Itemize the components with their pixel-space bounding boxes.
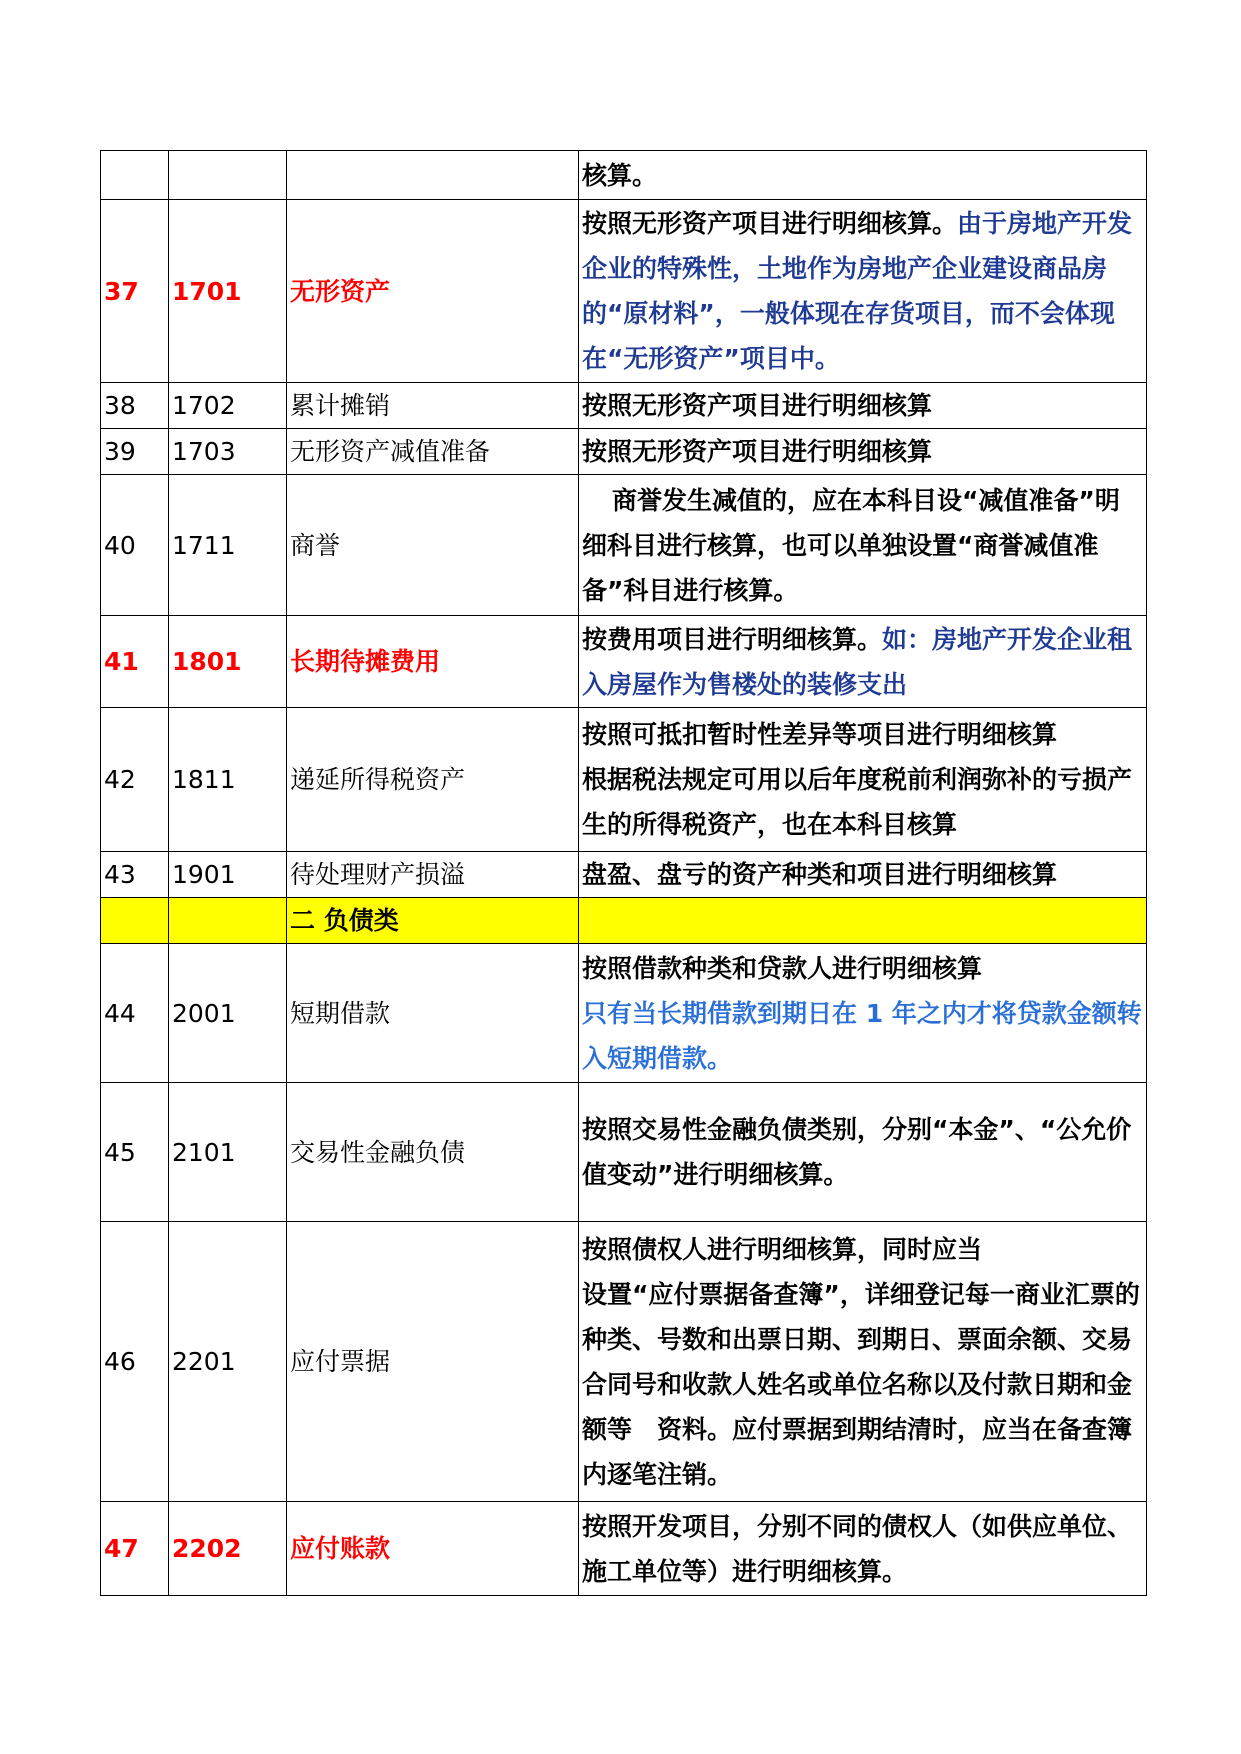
description-line: 设置“应付票据备查簿”，详细登记每一商业汇票的种类、号数和出票日期、到期日、票面余额、交易合同号和收款人姓名或单位名称以及付款日期和金额等 资料。应付票据到期结清时，应当在备查簿内逐笔注销。 [582,1279,1140,1489]
description-highlight: 由于房地产开发企业的特殊性，土地作为房地产企业建设商品房的“原材料”，一般体现在存货项目，而不会体现在“无形资产”项目中。 [582,209,1133,373]
row-number: 38 [101,383,169,429]
description-text: 按费用项目进行明细核算。 [582,624,883,654]
account-name: 应付账款 [287,1502,579,1596]
description-highlight: 只有当长期借款到期日在 1 年之内才将贷款金额转入短期借款。 [582,998,1142,1073]
account-name: 交易性金融负债 [287,1083,579,1222]
table-row [101,944,1147,1083]
table-row [101,708,1147,852]
account-code: 1702 [169,383,287,429]
account-description [579,708,1147,852]
description-line: 根据税法规定可用以后年度税前利润弥补的亏损产生的所得税资产，也在本科目核算 [582,765,1133,839]
account-description: 按照开发项目，分别不同的债权人（如供应单位、施工单位等）进行明细核算。 [579,1502,1147,1596]
account-code [169,898,287,944]
account-code: 1701 [169,200,287,383]
description-text: 按照无形资产项目进行明细核算。 [582,209,958,238]
account-description [579,898,1147,944]
table-row [101,475,1147,616]
account-code: 1801 [169,616,287,708]
section-title: 二 负债类 [287,898,579,944]
account-name: 商誉 [287,475,579,616]
account-code [169,151,287,200]
table-row [101,1502,1147,1596]
description-highlight: 如：房地产开发企业租入房屋作为售楼处的装修支出 [582,624,1133,699]
accounts-table [100,150,1147,1596]
account-description [579,475,1147,616]
table-row [101,1083,1147,1222]
row-number: 40 [101,475,169,616]
account-code: 2001 [169,944,287,1083]
section-header-row [101,898,1147,944]
account-code: 1703 [169,429,287,475]
account-name: 短期借款 [287,944,579,1083]
account-description: 核算。 [579,151,1147,200]
table-row [101,383,1147,429]
account-name [287,151,579,200]
account-name: 应付票据 [287,1222,579,1502]
description-line: 按照借款种类和贷款人进行明细核算 [582,953,983,983]
account-description: 按照无形资产项目进行明细核算 [579,429,1147,475]
table-row [101,616,1147,708]
account-name: 无形资产 [287,200,579,383]
account-code: 1711 [169,475,287,616]
account-code: 2201 [169,1222,287,1502]
row-number: 46 [101,1222,169,1502]
row-number [101,898,169,944]
account-description: 按照交易性金融负债类别，分别“本金”、“公允价值变动”进行明细核算。 [579,1083,1147,1222]
account-name: 递延所得税资产 [287,708,579,852]
row-number: 42 [101,708,169,852]
table-row [101,1222,1147,1502]
account-code: 2202 [169,1502,287,1596]
row-number: 37 [101,200,169,383]
table-row [101,151,1147,200]
description-line: 按照可抵扣暂时性差异等项目进行明细核算 [582,720,1058,749]
account-name: 无形资产减值准备 [287,429,579,475]
row-number: 47 [101,1502,169,1596]
row-number: 44 [101,944,169,1083]
account-name: 待处理财产损溢 [287,852,579,898]
account-description: 盘盈、盘亏的资产种类和项目进行明细核算 [579,852,1147,898]
row-number: 45 [101,1083,169,1222]
account-name: 累计摊销 [287,383,579,429]
account-code: 1901 [169,852,287,898]
description-text: 商誉发生减值的，应在本科目设“减值准备”明细科目进行核算，也可以单独设置“商誉减值准备”科目进行核算。 [582,485,1120,605]
account-description [579,944,1147,1083]
table-row [101,200,1147,383]
table-row [101,429,1147,475]
row-number: 39 [101,429,169,475]
account-description [579,1222,1147,1502]
row-number [101,151,169,200]
account-name: 长期待摊费用 [287,616,579,708]
account-code: 1811 [169,708,287,852]
account-description: 按照无形资产项目进行明细核算 [579,383,1147,429]
row-number: 43 [101,852,169,898]
account-description [579,616,1147,708]
table-row [101,852,1147,898]
description-line: 按照债权人进行明细核算，同时应当 [582,1234,983,1264]
account-code: 2101 [169,1083,287,1222]
row-number: 41 [101,616,169,708]
account-description [579,200,1147,383]
